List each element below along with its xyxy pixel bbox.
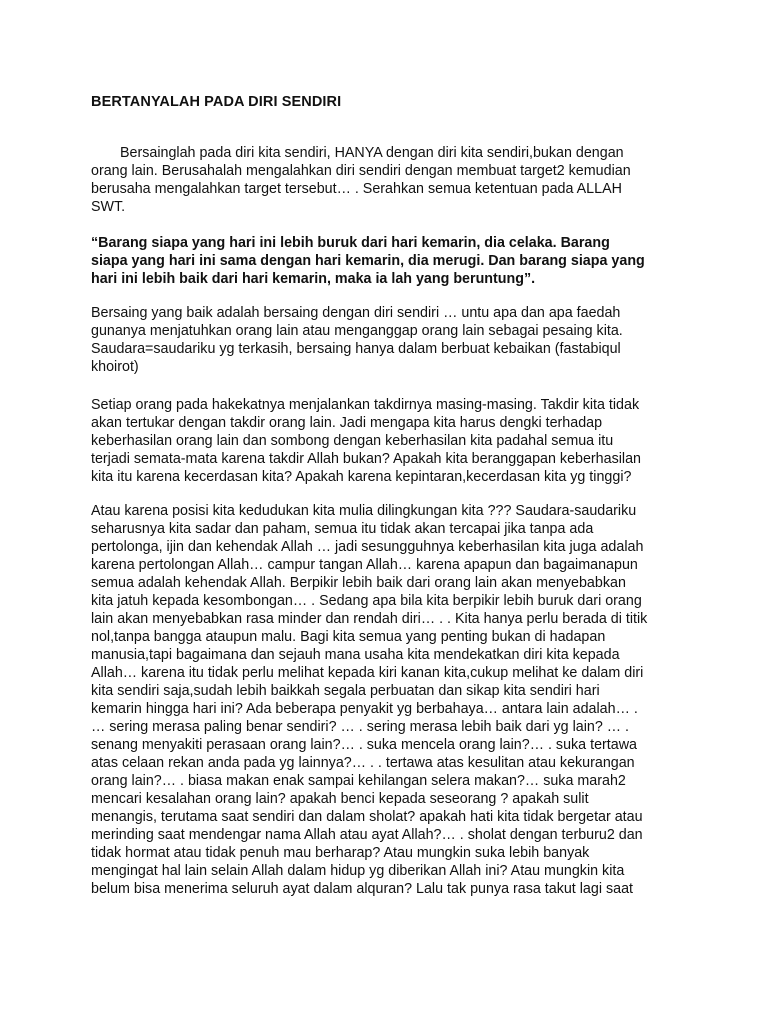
text-line: seharusnya kita sadar dan paham, semua itu tidak akan tercapai jika tanpa ada xyxy=(91,521,594,537)
paragraph-quote xyxy=(91,234,681,288)
text-line: semua adalah kehendak Allah. Berpikir lebih baik dari orang lain akan menyebabkan xyxy=(91,575,626,591)
text-line: Atau karena posisi kita kedudukan kita mulia dilingkungan kita ??? Saudara-saudariku xyxy=(91,503,637,519)
text-line: nol,tanpa bangga ataupun malu. Bagi kita semua yang penting bukan di hadapan xyxy=(91,629,606,645)
text-line: “Barang siapa yang hari ini lebih buruk dari hari kemarin, dia celaka. Barang xyxy=(91,235,610,251)
text-line: atas celaan rekan anda pada yg lainnya?… . . tertawa atas kesulitan atau kekurangan xyxy=(91,755,635,771)
text-line: SWT. xyxy=(91,199,126,215)
document-title: BERTANYALAH PADA DIRI SENDIRI xyxy=(91,94,342,110)
text-line: merinding saat mendengar nama Allah atau ayat Allah?… . sholat dengan terburu2 dan xyxy=(91,827,643,843)
text-line: kita sendiri saja,sudah lebih baikkah segala perbuatan dan sikap kita sendiri hari xyxy=(91,683,600,699)
text-line: menangis, terutama saat sendiri dan dalam sholat? apakah hati kita tidak bergetar atau xyxy=(91,809,643,825)
text-line: Bersaing yang baik adalah bersaing dengan diri sendiri … untu apa dan apa faedah xyxy=(91,305,621,321)
text-line: kita itu karena kecerdasan kita? Apakah karena kepintaran,kecerdasan kita yg tinggi? xyxy=(91,469,632,485)
text-line: keberhasilan orang lain dan sombong dengan keberhasilan kita padahal semua itu xyxy=(91,433,614,449)
text-line: mengingat hal lain selain Allah dalam hidup yg diberikan Allah ini? Atau mungkin kita xyxy=(91,863,625,879)
text-line: senang menyakiti perasaan orang lain?… . suka mencela orang lain?… . suka tertawa xyxy=(91,737,637,753)
text-line: karena pertolongan Allah… campur tangan Allah… karena apapun dan bagaimanapun xyxy=(91,557,638,573)
paragraph-intro xyxy=(91,144,681,216)
text-line: manusia,tapi bagaimana dan sejauh mana usaha kita mendekatkan diri kita kepada xyxy=(91,647,620,663)
text-line: lain akan menyebabkan rasa minder dan rendah diri… . . Kita hanya perlu berada di titik xyxy=(91,611,648,627)
text-line: gunanya menjatuhkan orang lain atau menganggap orang lain sebagai pesaing kita. xyxy=(91,323,623,339)
text-line: mencari kesalahan orang lain? apakah benci kepada seseorang ? apakah sulit xyxy=(91,791,589,807)
paragraph-posisi xyxy=(91,502,681,898)
text-line: khoirot) xyxy=(91,359,139,375)
paragraph-takdir xyxy=(91,396,681,486)
text-line: terjadi semata-mata karena takdir Allah bukan? Apakah kita beranggapan keberhasilan xyxy=(91,451,641,467)
text-line: Saudara=saudariku yg terkasih, bersaing hanya dalam berbuat kebaikan (fastabiqul xyxy=(91,341,621,357)
text-line: Setiap orang pada hakekatnya menjalankan takdirnya masing-masing. Takdir kita tidak xyxy=(91,397,640,413)
text-line: kita jatuh kepada kesombongan… . Sedang apa bila kita berpikir lebih buruk dari orang xyxy=(91,593,642,609)
paragraph-bersaing xyxy=(91,304,681,376)
text-line: … sering merasa paling benar sendiri? … . sering merasa lebih baik dari yg lain? … . xyxy=(91,719,629,735)
text-line: orang lain. Berusahalah mengalahkan diri sendiri dengan membuat target2 kemudian xyxy=(91,163,631,179)
text-line: Bersainglah pada diri kita sendiri, HANYA dengan diri kita sendiri,bukan dengan xyxy=(120,145,624,161)
text-line: orang lain?… . biasa makan enak sampai kehilangan selera makan?… suka marah2 xyxy=(91,773,626,789)
text-line: berusaha mengalahkan target tersebut… . Serahkan semua ketentuan pada ALLAH xyxy=(91,181,622,197)
text-line: tidak hormat atau tidak penuh mau berharap? Atau mungkin suka lebih banyak xyxy=(91,845,590,861)
text-line: akan tertukar dengan takdir orang lain. Jadi mengapa kita harus dengki terhadap xyxy=(91,415,603,431)
text-line: siapa yang hari ini sama dengan hari kemarin, dia merugi. Dan barang siapa yang xyxy=(91,253,645,269)
text-line: hari ini lebih baik dari hari kemarin, maka ia lah yang beruntung”. xyxy=(91,271,536,287)
text-line: kemarin hingga hari ini? Ada beberapa penyakit yg berbahaya… antara lain adalah… . xyxy=(91,701,638,717)
text-line: Allah… karena itu tidak perlu melihat kepada kiri kanan kita,cukup melihat ke dalam diri xyxy=(91,665,644,681)
text-line: pertolonga, ijin dan kehendak Allah … jadi sesungguhnya keberhasilan kita juga adalah xyxy=(91,539,644,555)
text-line: belum bisa menerima seluruh ayat dalam alquran? Lalu tak punya rasa takut lagi saat xyxy=(91,881,634,897)
